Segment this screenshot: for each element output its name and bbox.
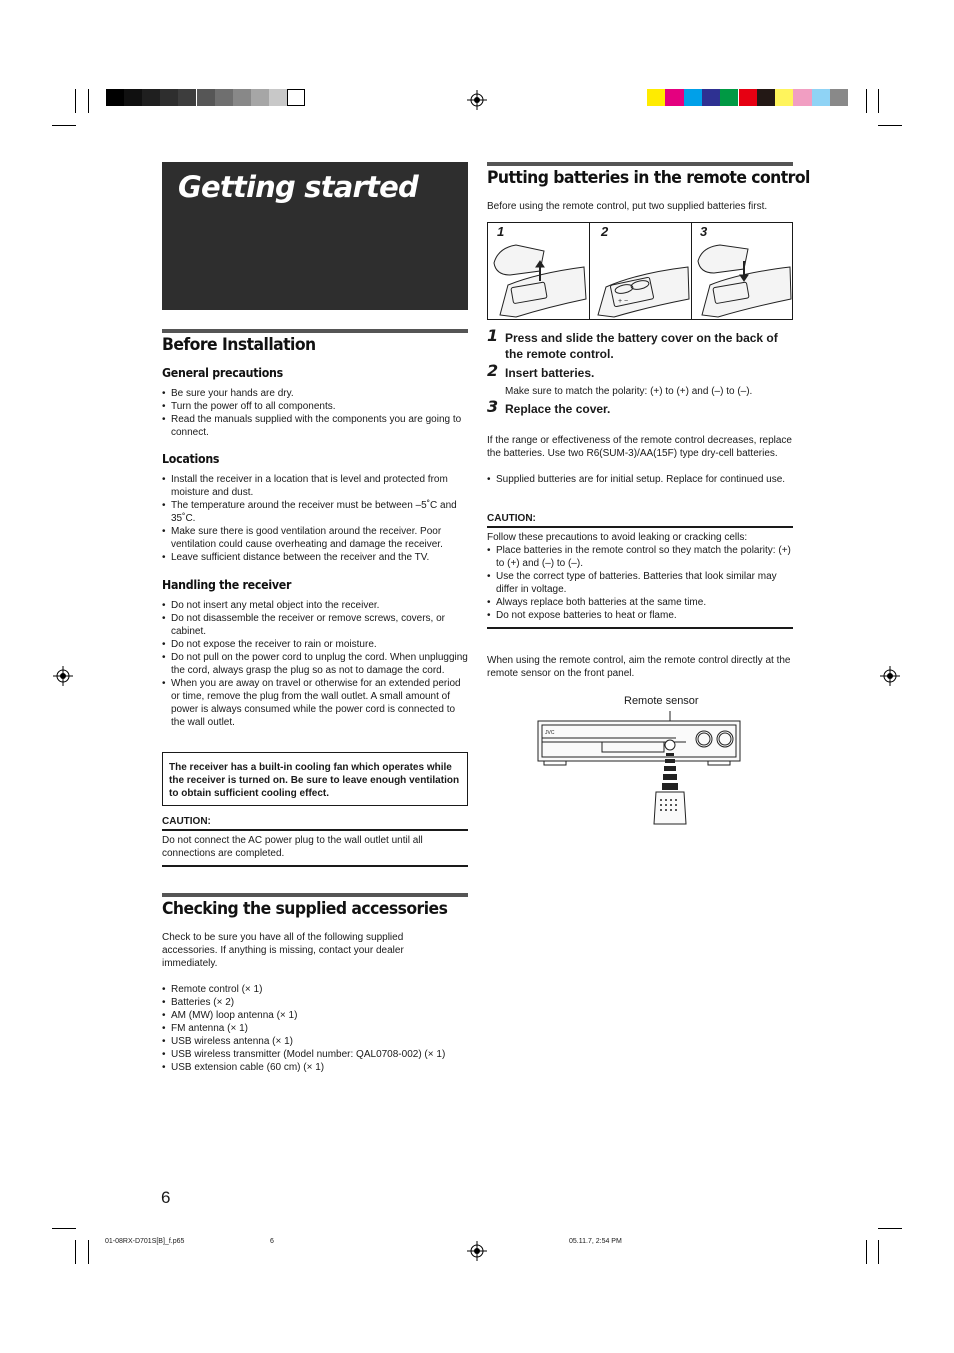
batteries-intro: Before using the remote control, put two supplied batteries first.: [487, 201, 768, 212]
list-item: • When you are away on travel or otherwise for an extended period or time, remove the plug from the wall outlet. A small amount of power is always consumed while the power cord is connected to the wall outlet.: [162, 677, 468, 729]
accessories-intro: Check to be sure you have all of the following supplied accessories. If anything is missing, contact your dealer immediately.: [162, 932, 404, 969]
list-item: • Do not disassemble the receiver or remove screws, covers, or cabinet.: [162, 612, 468, 638]
color-swatch: [739, 89, 757, 106]
list-item: • Turn the power off to all components.: [162, 400, 468, 413]
step-number-2: 2: [487, 361, 499, 380]
list-item: • Leave sufficient distance between the receiver and the TV.: [162, 551, 468, 564]
list-item: • Install the receiver in a location that is level and protected from moisture and dust.: [162, 473, 468, 499]
crosshair-icon: [880, 666, 900, 686]
color-swatch: [215, 89, 233, 106]
step-number-3: 3: [487, 397, 499, 416]
section-divider: [162, 329, 468, 333]
color-swatch: [830, 89, 848, 106]
caution-text: Do not connect the AC power plug to the wall outlet until all connections are completed.: [162, 835, 423, 859]
cooling-fan-notice: [162, 752, 468, 806]
battery-figure: [487, 222, 793, 320]
accessory-item: • AM (MW) loop antenna (× 1): [162, 1009, 468, 1022]
svg-text:+ −: + −: [618, 298, 629, 305]
battery-illustration: [488, 223, 792, 319]
batteries-heading: Putting batteries in the remote control: [487, 168, 810, 188]
accessory-item: • USB extension cable (60 cm) (× 1): [162, 1061, 468, 1074]
accessory-item: • Batteries (× 2): [162, 996, 468, 1009]
handling-heading: Handling the receiver: [162, 578, 292, 592]
step-text-2: Insert batteries.: [505, 366, 595, 380]
color-swatch: [647, 89, 665, 106]
list-item: • Do not expose the receiver to rain or moisture.: [162, 638, 468, 651]
color-swatch: [757, 89, 775, 106]
receiver-remote-illustration: [536, 708, 746, 830]
list-item: • Use the correct type of batteries. Batteries that look similar may differ in voltage.: [487, 570, 793, 596]
page-title: Getting started: [178, 170, 418, 204]
crosshair-icon: [467, 90, 487, 110]
page-number: 6: [161, 1188, 171, 1207]
color-swatch: [684, 89, 702, 106]
color-swatch: [720, 89, 738, 106]
color-swatch: [812, 89, 830, 106]
caution-rule: [487, 526, 793, 528]
range-note: If the range or effectiveness of the remote control decreases, replace the batteries. Use two R6(SUM-3)/AA(15F) type dry-cell batteries.: [487, 435, 792, 459]
before-installation-heading: Before Installation: [162, 335, 316, 355]
step-2-note: Make sure to match the polarity: (+) to (+) and (–) to (–).: [505, 386, 753, 397]
section-divider: [162, 893, 468, 897]
footer-timestamp: 05.11.7, 2:54 PM: [569, 1238, 622, 1245]
cooling-fan-text: The receiver has a built-in cooling fan which operates while the receiver is turned on. Be sure to leave enough ventilation to obtain sufficient cooling effect.: [169, 762, 460, 799]
crosshair-icon: [467, 1241, 487, 1261]
figure-label-1: 1: [497, 224, 505, 239]
accessory-item: • Remote control (× 1): [162, 983, 468, 996]
caution-rule: [162, 829, 468, 831]
color-swatch: [178, 89, 196, 106]
figure-label-3: 3: [700, 224, 708, 239]
footer-page: 6: [270, 1238, 274, 1245]
list-item: • Make sure there is good ventilation around the receiver. Poor ventilation could cause overheating and damage the receiver.: [162, 525, 468, 551]
accessory-item: • FM antenna (× 1): [162, 1022, 468, 1035]
supplied-note-list: [487, 473, 793, 486]
locations-heading: Locations: [162, 452, 220, 466]
supplied-note: • Supplied butteries are for initial setup. Replace for continued use.: [487, 473, 793, 486]
step-number-1: 1: [487, 326, 499, 345]
list-item: • The temperature around the receiver must be between –5˚C and 35˚C.: [162, 499, 468, 525]
battery-caution-label: CAUTION:: [487, 513, 536, 524]
aim-note: When using the remote control, aim the remote control directly at the remote sensor on the front panel.: [487, 655, 791, 679]
list-item: • Be sure your hands are dry.: [162, 387, 468, 400]
battery-caution-list: [487, 544, 793, 622]
color-swatch: [106, 89, 124, 106]
list-item: • Always replace both batteries at the same time.: [487, 596, 793, 609]
color-swatch: [233, 89, 251, 106]
color-swatch: [142, 89, 160, 106]
caution-rule: [162, 865, 468, 867]
accessories-list: [162, 983, 468, 1074]
color-swatch: [160, 89, 178, 106]
caution-label: CAUTION:: [162, 816, 211, 827]
general-precautions-heading: General precautions: [162, 366, 283, 380]
list-item: • Do not insert any metal object into the receiver.: [162, 599, 468, 612]
color-swatch: [251, 89, 269, 106]
color-swatch: [665, 89, 683, 106]
remote-sensor-label: Remote sensor: [624, 695, 699, 707]
crosshair-icon: [53, 666, 73, 686]
section-divider: [487, 162, 793, 166]
color-swatch: [124, 89, 142, 106]
battery-caution-intro: Follow these precautions to avoid leaking or cracking cells:: [487, 532, 748, 543]
footer-file: 01-08RX-D701S[B]_f.p65: [105, 1238, 185, 1245]
accessory-item: • USB wireless antenna (× 1): [162, 1035, 468, 1048]
color-swatch: [702, 89, 720, 106]
step-text-1: Press and slide the battery cover on the back of the remote control.: [505, 331, 778, 361]
handling-list: [162, 599, 468, 729]
brand-logo: JVC: [545, 730, 555, 736]
color-swatch: [269, 89, 287, 106]
list-item: • Read the manuals supplied with the components you are going to connect.: [162, 413, 468, 439]
color-swatch: [287, 89, 305, 106]
locations-list: [162, 473, 468, 564]
general-precautions-list: [162, 387, 468, 439]
list-item: • Place batteries in the remote control so they match the polarity: (+) to (+) and (–) to (–).: [487, 544, 793, 570]
list-item: • Do not pull on the power cord to unplug the cord. When unplugging the cord, always grasp the plug so as not to damage the cord.: [162, 651, 468, 677]
accessories-heading: Checking the supplied accessories: [162, 899, 448, 919]
step-text-3: Replace the cover.: [505, 402, 611, 416]
color-swatch: [197, 89, 215, 106]
caution-rule: [487, 627, 793, 629]
accessory-item: • USB wireless transmitter (Model number: QAL0708-002) (× 1): [162, 1048, 468, 1061]
color-swatch: [775, 89, 793, 106]
list-item: • Do not expose batteries to heat or flame.: [487, 609, 793, 622]
color-swatch: [793, 89, 811, 106]
figure-label-2: 2: [601, 224, 609, 239]
title-band: [162, 162, 468, 310]
